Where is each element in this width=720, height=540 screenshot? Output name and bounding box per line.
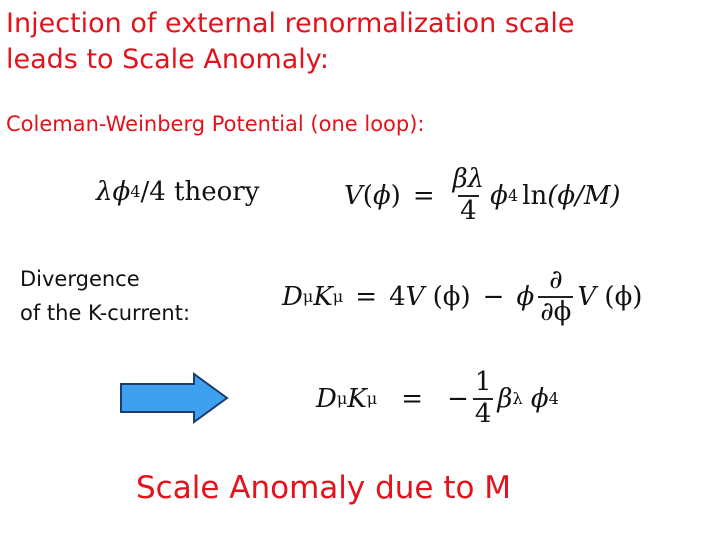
phi-argument: (ϕ) [432,282,471,312]
theory-equation: λ ϕ 4 /4 theory [96,177,260,207]
covariant-D: D [316,384,337,414]
one-quarter-fraction [473,368,494,430]
lambda-symbol: λ [96,177,113,207]
equals-sign: = [401,384,424,414]
K-current: K [313,282,333,312]
minus-sign: − [482,282,505,312]
coefficient: 4 [389,282,406,312]
beta-symbol: β [497,384,513,414]
log-argument: (ϕ/M) [547,181,621,211]
paren-close: ) [390,181,401,211]
conclusion-text: Scale Anomaly due to M [136,470,512,506]
phi-symbol: ϕ [530,384,549,414]
theory-word: theory [174,177,260,207]
potential-V: V [405,282,425,312]
equals-sign: = [412,181,435,211]
anomaly-result-equation: D μ K μ = − $\frac{1}{4}$ β λ ϕ 4 [316,367,559,429]
partial-denominator: ∂ϕ [540,297,572,327]
divide-four: /4 [140,177,166,207]
k-current-divergence-equation: D μ K μ = 4 V (ϕ) − ϕ $\frac{\partial}{\partial\phi}$ V (ϕ) [282,265,643,327]
fraction-denominator: 4 [460,196,477,226]
minus-sign: − [447,384,469,414]
potential-V: V [344,181,363,211]
partial-numerator: ∂ [549,265,563,296]
log-function: ln [522,181,548,211]
fraction-numerator: βλ [452,164,485,195]
paren-open: ( [362,181,373,211]
section-subtitle: Coleman-Weinberg Potential (one loop): [6,112,425,136]
coleman-weinberg-potential-equation: V ( ϕ ) = $\frac{\beta\lambda}{4}$ ϕ 4 ln (ϕ/M) [344,164,621,226]
K-current: K [347,384,367,414]
potential-V: V [577,282,597,312]
fraction-denominator: 4 [474,399,492,429]
partial-derivative-fraction [538,266,573,328]
phi-symbol: ϕ [372,181,391,211]
right-arrow-icon [118,372,230,424]
phi-symbol: ϕ [490,181,508,211]
phi-argument: (ϕ) [604,282,643,312]
beta-over-four-fraction [451,165,487,227]
equals-sign: = [355,282,378,312]
k-current-label: Divergence of the K-current: [20,267,191,325]
slide-title: Injection of external renormalization scale leads to Scale Anomaly: [6,8,575,75]
fraction-numerator: 1 [474,367,492,398]
phi-symbol: ϕ [112,177,131,207]
covariant-D: D [282,282,303,312]
phi-symbol: ϕ [516,282,535,312]
